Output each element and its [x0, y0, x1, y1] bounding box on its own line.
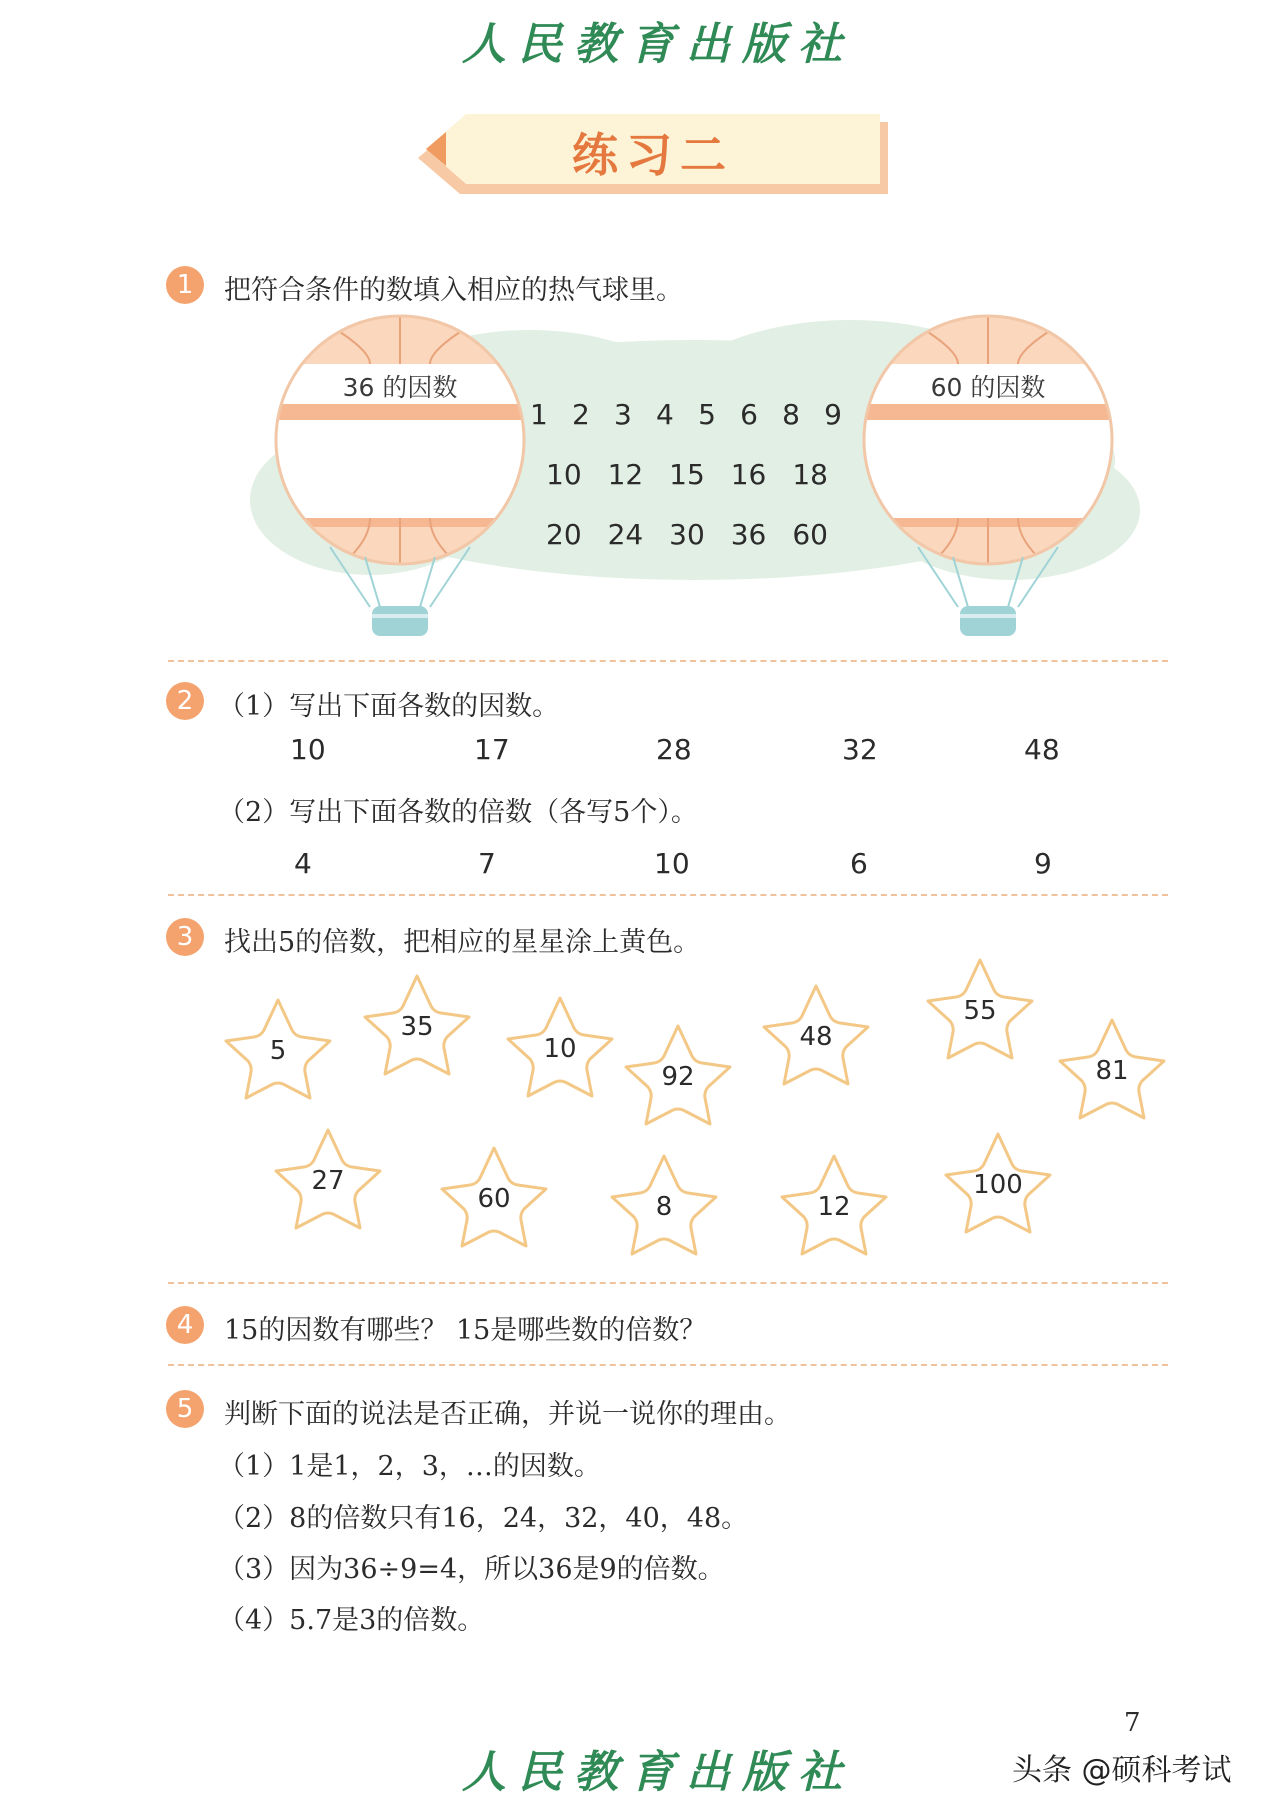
- number-item: 2: [572, 398, 590, 431]
- star-label: 5: [269, 1036, 287, 1066]
- balloon-left-label: 36 的因数: [342, 373, 458, 402]
- question-3-text: 找出5的倍数，把相应的星星涂上黄色。: [224, 927, 701, 958]
- q2-number: 6: [850, 847, 868, 880]
- number-row-2: [546, 458, 828, 491]
- section-divider: [168, 1364, 1168, 1366]
- star-label: 92: [661, 1062, 695, 1092]
- number-item: 3: [614, 398, 632, 431]
- number-row-1: [530, 398, 842, 431]
- section-divider: [168, 1282, 1168, 1284]
- star[interactable]: [220, 994, 336, 1102]
- star[interactable]: [606, 1150, 722, 1258]
- statement-item: （2）8的倍数只有16，24，32，40，48。: [218, 1503, 749, 1534]
- publisher-logo-header: 人民教育出版社: [462, 19, 854, 70]
- question-2-part2: （2）写出下面各数的倍数（各写5个）。: [218, 797, 698, 828]
- number-item: 9: [824, 398, 842, 431]
- number-item: 8: [782, 398, 800, 431]
- q2-number: 10: [654, 847, 690, 880]
- q2-number: 7: [478, 847, 496, 880]
- q2-number: 9: [1034, 847, 1052, 880]
- balloon-right: [858, 312, 1118, 642]
- number-item: 18: [792, 458, 828, 491]
- number-item: 30: [669, 518, 705, 551]
- star[interactable]: [270, 1124, 386, 1232]
- section-divider: [168, 660, 1168, 662]
- question-4-text: 15的因数有哪些？ 15是哪些数的倍数？: [224, 1315, 707, 1346]
- star-label: 81: [1095, 1056, 1129, 1086]
- star-label: 35: [400, 1012, 434, 1042]
- title-banner: [418, 110, 888, 194]
- star-label: 48: [799, 1022, 833, 1052]
- star-label: 60: [477, 1184, 511, 1214]
- question-number-1: 1: [166, 266, 204, 304]
- question-number-4: 4: [166, 1306, 204, 1344]
- star[interactable]: [940, 1128, 1056, 1236]
- balloon-left: [270, 312, 530, 642]
- question-number-3: 3: [166, 918, 204, 956]
- question-number-5: 5: [166, 1390, 204, 1428]
- number-item: 60: [792, 518, 828, 551]
- star[interactable]: [620, 1020, 736, 1128]
- page-number: 7: [1124, 1708, 1141, 1738]
- q2-number: 28: [656, 733, 692, 766]
- star-label: 100: [973, 1170, 1023, 1200]
- number-row-3: [546, 518, 828, 551]
- q2-number: 17: [474, 733, 510, 766]
- star[interactable]: [922, 954, 1038, 1062]
- statement-item: （3）因为36÷9=4，所以36是9的倍数。: [218, 1554, 725, 1585]
- star[interactable]: [1054, 1014, 1170, 1122]
- star-label: 8: [655, 1192, 673, 1222]
- star-label: 55: [963, 996, 997, 1026]
- number-item: 1: [530, 398, 548, 431]
- section-divider: [168, 894, 1168, 896]
- star[interactable]: [436, 1142, 552, 1250]
- balloon-right-label: 60 的因数: [930, 373, 1046, 402]
- publisher-logo-footer: 人民教育出版社: [462, 1747, 854, 1798]
- statement-item: （4）5.7是3的倍数。: [218, 1605, 485, 1636]
- question-5-text: 判断下面的说法是否正确，并说一说你的理由。: [224, 1399, 791, 1430]
- star-label: 10: [543, 1034, 577, 1064]
- statement-item: （1）1是1，2，3，…的因数。: [218, 1451, 601, 1482]
- star-label: 27: [311, 1166, 345, 1196]
- question-1-text: 把符合条件的数填入相应的热气球里。: [224, 275, 683, 306]
- number-item: 5: [698, 398, 716, 431]
- number-item: 4: [656, 398, 674, 431]
- question-number-2: 2: [166, 682, 204, 720]
- q2-number: 48: [1024, 733, 1060, 766]
- q2-number: 32: [842, 733, 878, 766]
- number-item: 6: [740, 398, 758, 431]
- star[interactable]: [776, 1150, 892, 1258]
- number-item: 16: [730, 458, 767, 491]
- q2-number: 4: [294, 847, 312, 880]
- number-item: 24: [607, 518, 644, 551]
- number-item: 20: [546, 518, 582, 551]
- question-2-part1: （1）写出下面各数的因数。: [218, 691, 560, 722]
- number-item: 15: [669, 458, 705, 491]
- page-title: 练习二: [572, 128, 734, 182]
- star[interactable]: [758, 980, 874, 1088]
- star[interactable]: [502, 992, 618, 1100]
- star[interactable]: [359, 970, 475, 1078]
- number-item: 10: [546, 458, 582, 491]
- number-item: 36: [730, 518, 767, 551]
- q2-number: 10: [290, 733, 326, 766]
- number-item: 12: [607, 458, 644, 491]
- watermark: 头条 @硕科考试: [1012, 1753, 1232, 1788]
- star-label: 12: [817, 1192, 851, 1222]
